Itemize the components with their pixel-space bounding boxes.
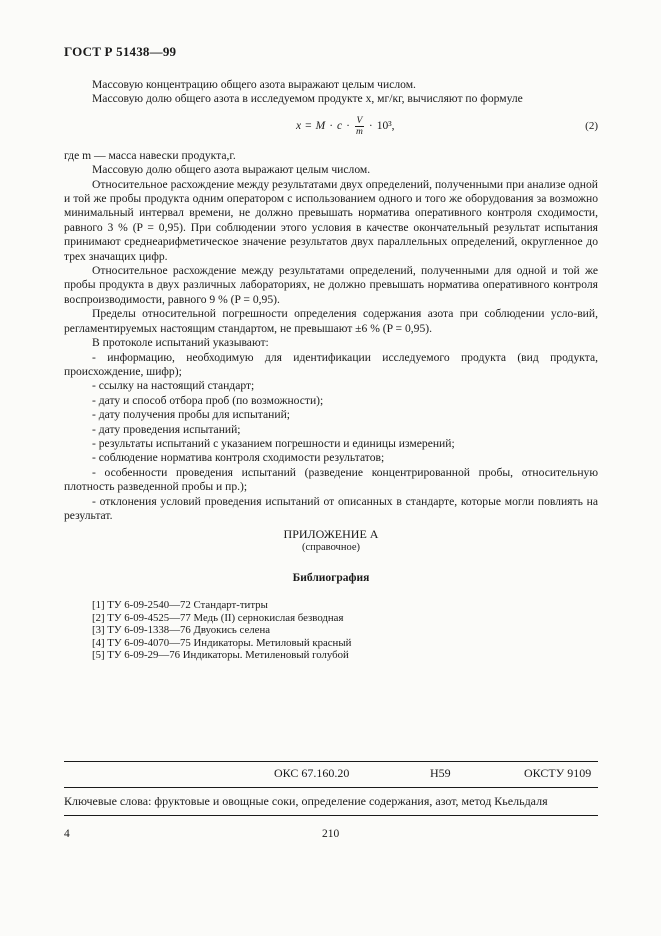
footer-top-rule xyxy=(64,761,598,762)
page-number-center: 210 xyxy=(322,828,340,840)
h-code: Н59 xyxy=(430,766,451,780)
appendix-heading xyxy=(64,527,598,555)
okc-code: ОКС 67.160.20 xyxy=(274,766,350,780)
formula-concentration: c xyxy=(337,120,343,133)
paragraph: Массовую концентрацию общего азота выражают целым числом. xyxy=(92,78,416,91)
formula-row xyxy=(64,111,598,145)
paragraph: Пределы относительной погрешности определения содержания азота при соблюдении усло-вий, регламентируемых настоящим стандартом, не превышают ±6 % (P = 0,95). xyxy=(64,307,598,335)
bibliography-item: [5] ТУ 6-09-29—76 Индикаторы. Метиленовый голубой xyxy=(92,649,349,662)
appendix-subtitle: (справочное) xyxy=(302,542,360,553)
fraction-numerator: V xyxy=(356,115,363,126)
bibliography-item: [2] ТУ 6-09-4525—77 Медь (II) сернокислая безводная xyxy=(92,611,344,624)
okstu-code: ОКСТУ 9109 xyxy=(524,766,592,780)
list-item: - дату получения пробы для испытаний; xyxy=(92,408,290,422)
bibliography-item: [4] ТУ 6-09-4070—75 Индикаторы. Метиловый красный xyxy=(92,636,352,649)
bibliography-item: [1] ТУ 6-09-2540—72 Стандарт-титры xyxy=(92,599,268,611)
document-body xyxy=(64,78,598,523)
bibliography-title: Библиография xyxy=(292,572,370,584)
paragraph: где m — масса навески продукта,г. xyxy=(64,148,236,162)
formula-power: 10³, xyxy=(376,120,395,133)
formula-dot: · xyxy=(329,120,334,133)
paragraph: Относительное расхождение между результатами определений, полученными для одной и той же пробы продукта в двух различных лабораториях, не должно превышать норматива оперативного контроля воспроизводимости, равного 9 % (P = 0,95). xyxy=(64,264,598,306)
list-item: - ссылку на настоящий стандарт; xyxy=(92,379,255,393)
list-item: - дату проведения испытаний; xyxy=(92,422,241,436)
formula-dot: · xyxy=(346,120,350,133)
list-item: - соблюдение норматива контроля сходимости результатов; xyxy=(92,451,385,465)
paragraph: В протоколе испытаний указывают: xyxy=(92,336,269,350)
list-item: - результаты испытаний с указанием погрешности и единицы измерений; xyxy=(92,436,455,450)
formula-fraction xyxy=(354,116,365,137)
formula-eq: = xyxy=(305,120,312,133)
paragraph: Относительное расхождение между результатами двух определений, полученными при анализе одной и той же пробы продукта одним оператором с использованием одного и того же оборудования за возможно минимальный интервал времени, не должно превышать норматива оперативного контроля сходимости, равного 3 % (P = 0,95). При соблюдении этого условия в качестве окончательный результат испытания принимают среднеарифметическое значение результатов двух параллельных определений, округленное до трех значащих цифр. xyxy=(64,177,598,263)
paragraph: Массовую долю общего азота в исследуемом продукте x, мг/кг, вычисляют по формуле xyxy=(92,92,523,106)
list-item: - отклонения условий проведения испытаний от описанных в стандарте, которые могли повлиять на результат. xyxy=(64,494,598,522)
protocol-list xyxy=(64,351,598,524)
footer-middle-rule xyxy=(64,787,598,788)
fraction-denominator: m xyxy=(356,126,363,137)
paragraph: Массовую долю общего азота выражают целым числом. xyxy=(92,163,371,177)
page-number-left: 4 xyxy=(64,828,70,840)
formula-lhs: x xyxy=(296,120,302,133)
appendix-title: ПРИЛОЖЕНИЕ А xyxy=(283,527,379,541)
formula-mass: M xyxy=(315,120,326,133)
keywords-line: Ключевые слова: фруктовые и овощные соки, определение содержания, азот, метод Кьельдаля xyxy=(64,794,548,808)
list-item: - информацию, необходимую для идентификации исследуемого продукта (вид продукта, происхождение, шифр); xyxy=(64,350,598,378)
equation-number: (2) xyxy=(585,119,598,132)
list-item: - дату и способ отбора проб (по возможности); xyxy=(92,393,324,407)
bibliography-item: [3] ТУ 6-09-1338—76 Двуокись селена xyxy=(92,624,271,637)
footer-bottom-rule xyxy=(64,815,598,816)
formula xyxy=(296,116,395,137)
document-header: ГОСТ Р 51438—99 xyxy=(64,44,177,59)
formula-dot: · xyxy=(368,120,373,133)
bibliography-list xyxy=(92,599,351,662)
list-item: - особенности проведения испытаний (разведение концентрированной пробы, относительную плотность разведенной пробы и пр.); xyxy=(64,465,598,494)
